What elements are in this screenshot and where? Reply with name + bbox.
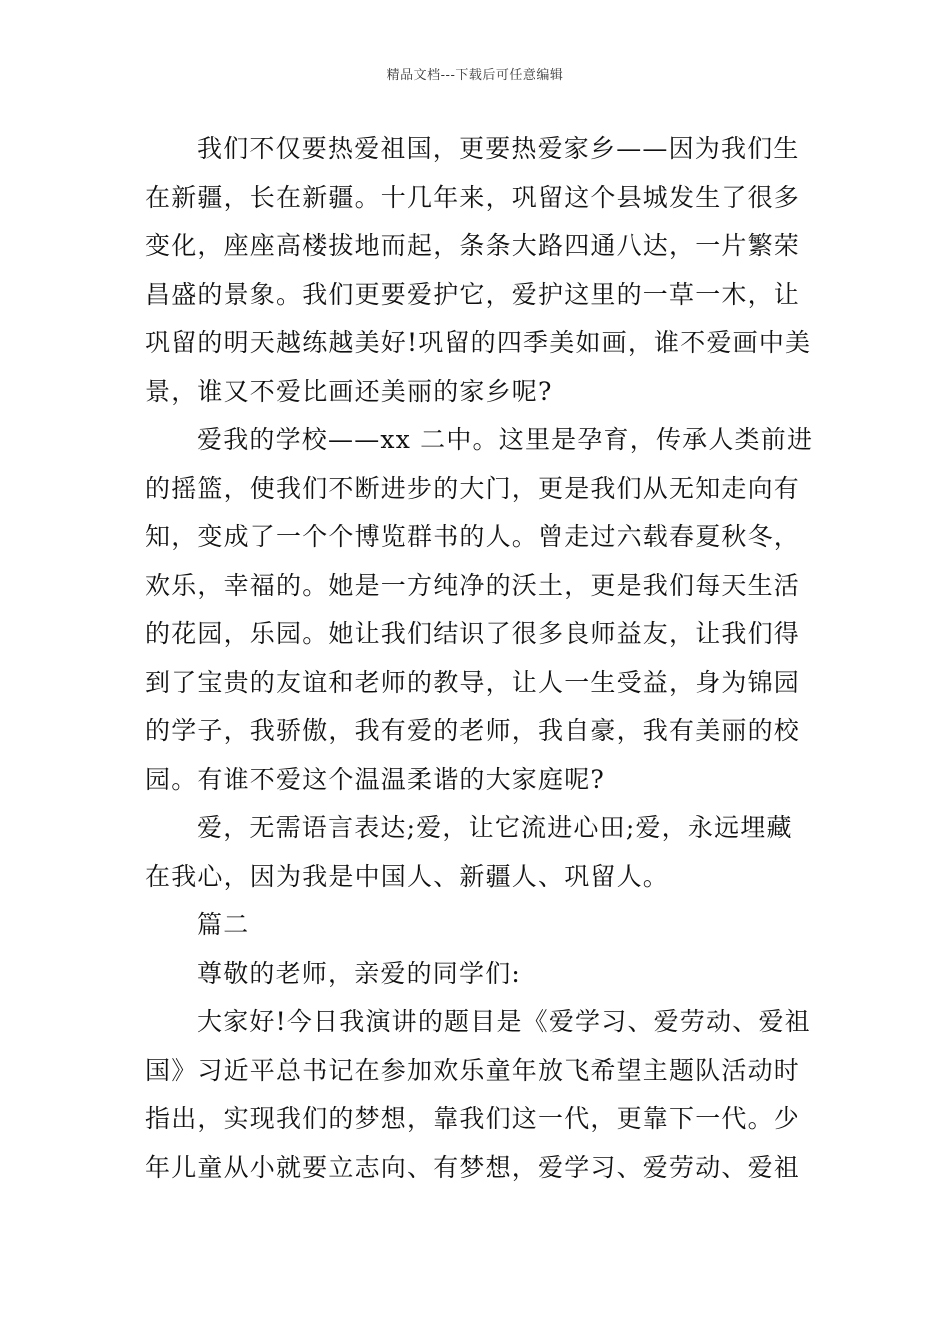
paragraph-line: 园。有谁不爱这个温温柔谐的大家庭呢? xyxy=(145,764,606,794)
paragraph-line: 到了宝贵的友谊和老师的教导，让人一生受益，身为锦园 xyxy=(145,667,801,697)
paragraph-line: 变化，座座高楼拔地而起，条条大路四通八达，一片繁荣 xyxy=(145,231,801,260)
paragraph-line: 景，谁又不爱比画还美丽的家乡呢? xyxy=(145,376,553,406)
document-header: 精品文档---下载后可任意编辑 xyxy=(386,68,564,83)
paragraph-line: 的花园，乐园。她让我们结识了很多良师益友，让我们得 xyxy=(145,619,801,648)
paragraph-line: 昌盛的景象。我们更要爱护它，爱护这里的一草一木，让 xyxy=(145,279,801,309)
paragraph-line: 国》习近平总书记在参加欢乐童年放飞希望主题队活动时 xyxy=(145,1055,801,1085)
paragraph-line: 的学子，我骄傲，我有爱的老师，我自豪，我有美丽的校 xyxy=(145,716,801,745)
paragraph-line: 爱，无需语言表达;爱，让它流进心田;爱，永远埋藏 xyxy=(197,813,793,842)
paragraph-line: 在新疆，长在新疆。十几年来，巩留这个县城发生了很多 xyxy=(145,182,801,212)
paragraph-line: 知，变成了一个个博览群书的人。曾走过六载春夏秋冬， xyxy=(145,522,801,551)
paragraph-line: 巩留的明天越练越美好!巩留的四季美如画，谁不爱画中美 xyxy=(145,328,812,357)
paragraph-line: 大家好!今日我演讲的题目是《爱学习、爱劳动、爱祖 xyxy=(197,1007,811,1036)
document-body xyxy=(145,125,814,1192)
paragraph-line: 在我心，因为我是中国人、新疆人、巩留人。 xyxy=(145,861,670,891)
paragraph-line: 指出，实现我们的梦想，靠我们这一代，更靠下一代。少 xyxy=(145,1104,801,1133)
salutation-line: 尊敬的老师，亲爱的同学们: xyxy=(197,958,522,988)
paragraph-line: 的摇篮，使我们不断进步的大门，更是我们从无知走向有 xyxy=(145,473,801,503)
paragraph-line: 年儿童从小就要立志向、有梦想，爱学习、爱劳动、爱祖 xyxy=(145,1152,801,1182)
paragraph-line: 我们不仅要热爱祖国，更要热爱家乡——因为我们生 xyxy=(197,134,800,163)
paragraph-line: 欢乐，幸福的。她是一方纯净的沃土，更是我们每天生活 xyxy=(145,570,801,600)
section-heading: 篇二 xyxy=(197,910,250,939)
paragraph-line: 爱我的学校——xx 二中。这里是孕育，传承人类前进 xyxy=(197,425,814,454)
